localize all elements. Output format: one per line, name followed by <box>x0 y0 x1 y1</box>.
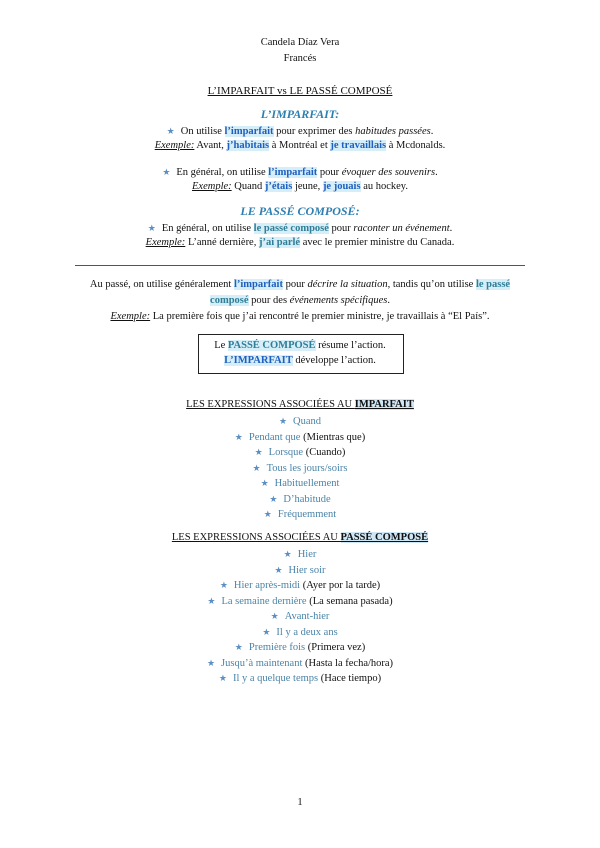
star-bullet-icon: ★ <box>234 431 243 442</box>
star-bullet-icon: ★ <box>206 657 216 668</box>
keyword-highlight: l’imparfait <box>233 279 283 290</box>
passe-rule-1 <box>0 221 600 236</box>
expression-spanish: (La semana pasada) <box>306 595 393 607</box>
rule-text: On utilise <box>180 126 225 137</box>
passe-expressions-title <box>0 531 600 545</box>
star-bullet-icon: ★ <box>283 549 292 559</box>
star-bullet-icon: ★ <box>269 493 278 504</box>
expression-french: Quand <box>293 416 322 427</box>
expression-item <box>0 563 600 578</box>
expression-spanish: (Ayer por la tarde) <box>300 580 381 591</box>
verb-highlight: je travaillais <box>330 140 387 151</box>
section-title-highlight: IMPARFAIT <box>354 399 414 410</box>
expression-french: Habituellement <box>274 478 340 489</box>
expression-french: Avant-hier <box>284 611 330 622</box>
example-text: jeune, <box>292 181 323 192</box>
star-bullet-icon: ★ <box>219 580 228 590</box>
summary-emphasis: décrire la situation <box>307 279 388 290</box>
expression-french: Tous les jours/soirs <box>266 462 348 474</box>
rule-text: pour <box>328 223 354 234</box>
example-label: Exemple: <box>145 237 186 248</box>
rule-text: pour <box>317 167 342 178</box>
rule-text: En général, on utilise <box>176 167 269 178</box>
imparfait-example-2 <box>0 180 600 194</box>
example-text: L’anné dernière, <box>185 237 259 248</box>
passe-heading-text: LE PASSÉ COMPOSÉ: <box>240 204 360 218</box>
summary-example <box>0 310 600 324</box>
example-text: au hockey. <box>360 181 408 192</box>
example-text: Quand <box>231 181 265 192</box>
example-text: à Mcdonalds. <box>386 140 446 151</box>
expression-item <box>0 461 600 476</box>
example-text: Avant, <box>194 140 227 151</box>
rule-emphasis: habitudes passées <box>355 126 431 137</box>
rule-emphasis: évoquer des souvenirs <box>341 167 436 178</box>
rule-text: . <box>435 167 438 178</box>
rule-text: . <box>449 223 453 234</box>
expression-item <box>0 414 600 429</box>
example-text: à Montréal et <box>269 140 331 151</box>
expression-item <box>0 476 600 491</box>
expression-french: Fréquemment <box>277 509 337 520</box>
keyword-highlight: L’IMPARFAIT <box>224 355 293 366</box>
rule-text: . <box>430 126 434 137</box>
expression-french: Hier soir <box>288 564 326 576</box>
summary-text: , tandis qu’on utilise <box>387 279 476 290</box>
author-name: Candela Díaz Vera <box>260 37 340 48</box>
expression-french: Hier après-midi <box>233 580 301 591</box>
example-text: avec le premier ministre du Canada. <box>300 237 455 248</box>
verb-highlight: j’ai parlé <box>258 237 301 248</box>
expression-item <box>0 492 600 507</box>
keyword-highlight: l’imparfait <box>224 126 274 137</box>
expression-french: Première fois <box>248 642 306 653</box>
expression-item <box>0 671 600 686</box>
star-bullet-icon: ★ <box>166 126 175 136</box>
expression-french: La semaine dernière <box>221 595 307 607</box>
expression-spanish: (Hasta la fecha/hora) <box>302 657 394 669</box>
box-line-1 <box>0 339 600 353</box>
summary-emphasis: événements spécifiques <box>289 295 388 306</box>
star-bullet-icon: ★ <box>162 167 171 177</box>
expression-item <box>0 445 600 460</box>
keyword-highlight: composé <box>210 295 249 306</box>
expression-item <box>0 609 600 624</box>
expression-spanish: (Mientras que) <box>300 431 366 443</box>
expression-item <box>0 430 600 445</box>
expression-spanish: (Cuando) <box>303 447 346 458</box>
star-bullet-icon: ★ <box>262 626 271 637</box>
passe-example-1 <box>0 236 600 250</box>
star-bullet-icon: ★ <box>274 564 283 575</box>
summary-text: . <box>387 295 390 306</box>
summary-line-2 <box>0 294 600 308</box>
example-label: Exemple: <box>154 140 195 151</box>
section-title-text: LES EXPRESSIONS ASSOCIÉES AU <box>171 532 341 543</box>
imparfait-expressions-title <box>0 398 600 412</box>
star-bullet-icon: ★ <box>263 509 272 519</box>
expression-item <box>0 507 600 522</box>
section-title-highlight: PASSÉ COMPOSÉ <box>340 532 429 543</box>
star-bullet-icon: ★ <box>260 478 269 488</box>
imparfait-rule-1 <box>0 124 600 139</box>
expression-item <box>0 625 600 640</box>
summary-text: Au passé, on utilise généralement <box>89 279 234 290</box>
keyword-highlight: le passé <box>475 279 511 290</box>
expression-french: D’habitude <box>283 493 331 505</box>
keyword-highlight: le passé composé <box>253 223 329 234</box>
imparfait-heading-text: L’IMPARFAIT: <box>260 107 340 121</box>
box-text: Le <box>214 340 228 351</box>
imparfait-example-1 <box>0 139 600 153</box>
imparfait-heading <box>0 107 600 123</box>
horizontal-divider <box>75 265 525 266</box>
keyword-highlight: PASSÉ COMPOSÉ <box>227 340 316 351</box>
expression-item <box>0 578 600 593</box>
imparfait-rule-2 <box>0 165 600 180</box>
expression-item <box>0 656 600 671</box>
example-text: La première fois que j’ai rencontré le premier ministre, je travaillais à “El País”. <box>150 311 490 322</box>
expression-french: Lorsque <box>268 447 304 458</box>
expression-item <box>0 640 600 655</box>
star-bullet-icon: ★ <box>207 595 216 606</box>
verb-highlight: je jouais <box>322 181 361 192</box>
summary-line-1 <box>0 278 600 292</box>
subject: Francés <box>283 53 317 64</box>
example-label: Exemple: <box>192 181 232 192</box>
star-bullet-icon: ★ <box>270 611 279 621</box>
expression-spanish: (Primera vez) <box>305 642 366 653</box>
document-title: L’IMPARFAIT vs LE PASSÉ COMPOSÉ <box>207 85 393 97</box>
star-bullet-icon: ★ <box>252 462 261 473</box>
star-bullet-icon: ★ <box>234 642 243 652</box>
box-text: développe l’action. <box>292 355 376 366</box>
verb-highlight: j’étais <box>264 181 293 192</box>
page-number: 1 <box>297 797 303 808</box>
expression-item <box>0 594 600 609</box>
expression-spanish: (Hace tiempo) <box>318 673 382 684</box>
expression-french: Il y a deux ans <box>276 626 338 638</box>
expression-item <box>0 547 600 562</box>
expression-french: Pendant que <box>248 431 301 443</box>
box-line-2 <box>0 354 600 368</box>
summary-text: pour <box>282 279 308 290</box>
summary-text: pour des <box>248 295 290 306</box>
star-bullet-icon: ★ <box>218 673 227 683</box>
section-title-text: LES EXPRESSIONS ASSOCIÉES AU <box>186 399 355 410</box>
star-bullet-icon: ★ <box>254 447 263 457</box>
example-label: Exemple: <box>110 311 151 322</box>
expression-french: Hier <box>297 549 317 560</box>
expression-french: Jusqu’à maintenant <box>221 657 303 669</box>
expression-french: Il y a quelque temps <box>232 673 319 684</box>
rule-emphasis: raconter un événement <box>353 223 450 234</box>
box-text: résume l’action. <box>315 340 386 351</box>
star-bullet-icon: ★ <box>278 416 288 426</box>
rule-text: En général, on utilise <box>161 223 254 234</box>
passe-heading <box>0 204 600 220</box>
verb-highlight: j’habitais <box>226 140 270 151</box>
keyword-highlight: l’imparfait <box>268 167 318 178</box>
rule-text: pour exprimer des <box>273 126 356 137</box>
star-bullet-icon: ★ <box>147 223 156 233</box>
